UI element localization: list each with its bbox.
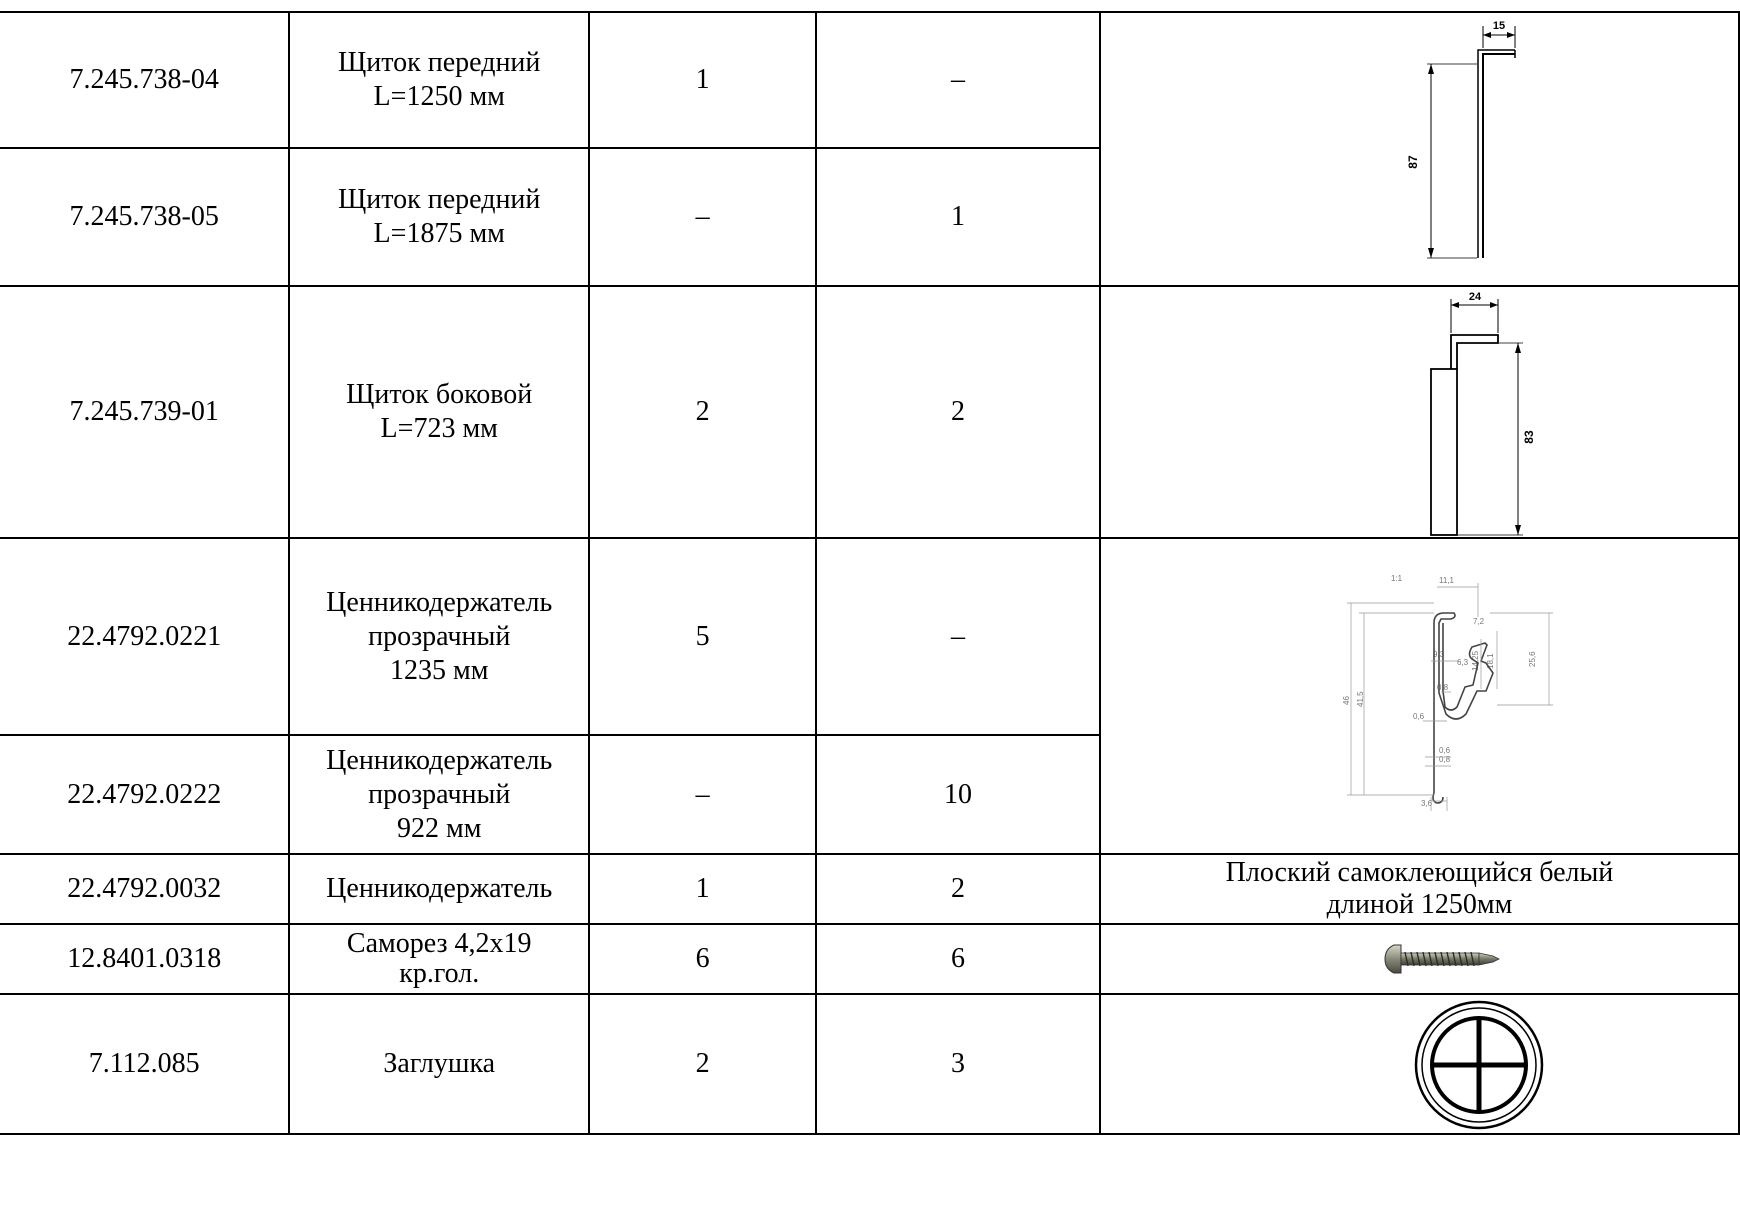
dim-label: 46: [1341, 696, 1351, 705]
table-row: [0, 538, 1739, 735]
spec-table: [0, 11, 1740, 1135]
dim-label: 6,3: [1456, 658, 1469, 667]
table-row: [0, 994, 1739, 1134]
dim-label: 41,5: [1355, 691, 1365, 707]
dim-label: 3,6: [1420, 799, 1433, 808]
price-holder-drawing-cell: [1100, 538, 1739, 854]
dim-label: 0,8: [1438, 755, 1451, 764]
part-note: Плоский самоклеющийся белый длиной 1250мм: [1100, 854, 1739, 924]
side-shield-drawing-cell: [1100, 286, 1739, 538]
self-tapping-screw-image: [1101, 925, 1738, 993]
qty-variant-1: 6: [589, 924, 816, 994]
dim-side-label: 83: [1521, 430, 1536, 444]
plug-cross-symbol: [1101, 995, 1738, 1133]
part-name: Ценникодержатель прозрачный 1235 мм: [289, 538, 589, 735]
part-code: 12.8401.0318: [0, 924, 289, 994]
part-code: 22.4792.0222: [0, 735, 289, 854]
dim-label: 14,25: [1470, 650, 1480, 671]
part-name: Заглушка: [289, 994, 589, 1134]
table-row: [0, 854, 1739, 924]
table-row: [0, 924, 1739, 994]
side-shield-profile-drawing: [1101, 287, 1738, 537]
qty-variant-1: –: [589, 148, 816, 286]
part-name: Щиток передний L=1875 мм: [289, 148, 589, 286]
part-code: 7.245.738-04: [0, 12, 289, 148]
qty-variant-1: 2: [589, 286, 816, 538]
part-name: Ценникодержатель: [289, 854, 589, 924]
part-name: Щиток передний L=1250 мм: [289, 12, 589, 148]
screw-image-cell: [1100, 924, 1739, 994]
dim-label: 7,2: [1472, 617, 1485, 626]
dim-top-label: 15: [1492, 20, 1506, 32]
part-code: 7.245.738-05: [0, 148, 289, 286]
qty-variant-2: 2: [816, 286, 1100, 538]
qty-variant-2: 10: [816, 735, 1100, 854]
dim-label: 0,6: [1412, 712, 1425, 721]
dim-label: 0,6: [1438, 746, 1451, 755]
dim-label: 11,1: [1438, 576, 1454, 585]
qty-variant-2: –: [816, 538, 1100, 735]
qty-variant-1: –: [589, 735, 816, 854]
table-row: [0, 286, 1739, 538]
qty-variant-2: 3: [816, 994, 1100, 1134]
qty-variant-1: 5: [589, 538, 816, 735]
dim-side-label: 87: [1405, 155, 1420, 169]
qty-variant-2: 1: [816, 148, 1100, 286]
part-code: 22.4792.0032: [0, 854, 289, 924]
plug-image-cell: [1100, 994, 1739, 1134]
qty-variant-1: 1: [589, 854, 816, 924]
part-code: 7.245.739-01: [0, 286, 289, 538]
dim-label: 18,1: [1485, 653, 1495, 669]
part-code: 22.4792.0221: [0, 538, 289, 735]
qty-variant-1: 2: [589, 994, 816, 1134]
dim-top-label: 24: [1468, 291, 1482, 303]
dim-label: 0,8: [1436, 683, 1449, 692]
qty-variant-2: 2: [816, 854, 1100, 924]
dim-label: 9,3: [1432, 650, 1445, 659]
part-code: 7.112.085: [0, 994, 289, 1134]
front-shield-drawing-cell: [1100, 12, 1739, 286]
front-shield-profile-drawing: [1101, 18, 1738, 280]
part-name: Ценникодержатель прозрачный 922 мм: [289, 735, 589, 854]
dim-label: 25,6: [1527, 651, 1537, 667]
part-name: Саморез 4,2х19 кр.гол.: [289, 924, 589, 994]
part-name: Щиток боковой L=723 мм: [289, 286, 589, 538]
scale-label: 1:1: [1390, 574, 1403, 583]
qty-variant-2: 6: [816, 924, 1100, 994]
table-row: [0, 12, 1739, 148]
qty-variant-1: 1: [589, 12, 816, 148]
price-holder-profile-drawing: [1101, 539, 1738, 853]
qty-variant-2: –: [816, 12, 1100, 148]
